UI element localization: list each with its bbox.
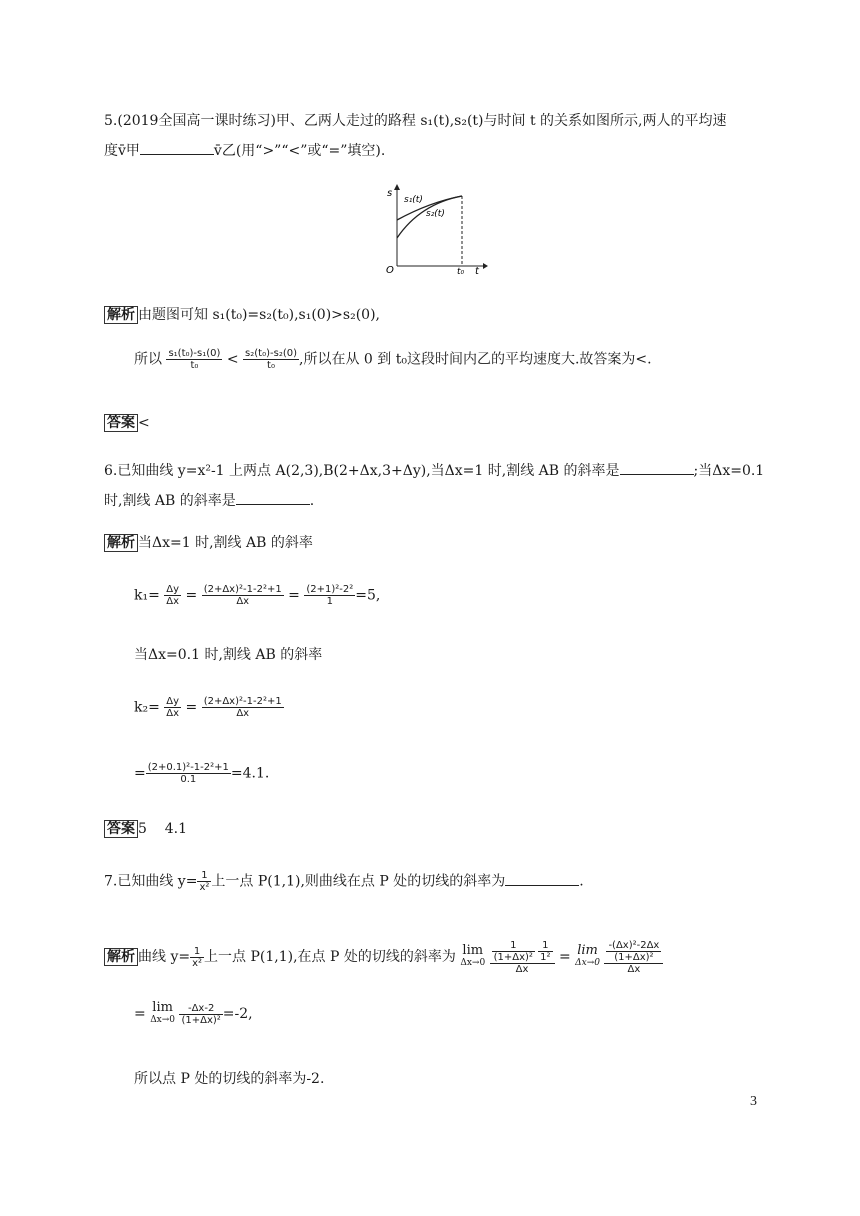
q7-f — [197, 870, 211, 893]
s2-label: s₂(t) — [426, 209, 445, 219]
q6-k1-f3-num: (2+1)²-2² — [306, 584, 354, 595]
origin-label: O — [386, 265, 394, 274]
s1-label: s₁(t) — [404, 195, 423, 205]
q7-a-f-num: 1 — [190, 946, 204, 958]
q7-f3-num: -Δx-2 — [179, 1003, 222, 1015]
q7-analysis-text2: 上一点 P(1,1),在点 P 处的切线的斜率为 — [204, 949, 456, 965]
q7-text3: . — [579, 873, 584, 890]
q5-blank[interactable] — [140, 142, 214, 155]
q6-k1-f3 — [304, 584, 355, 607]
q6-k1-line — [134, 584, 380, 607]
q6-text3: 时,割线 AB 的斜率是 — [104, 493, 236, 509]
q6-k2: k₂= — [134, 699, 160, 716]
q7-inner2 — [606, 940, 661, 963]
q5-frac1-den: t₀ — [190, 360, 199, 371]
q7-lim2 — [575, 945, 600, 969]
q7-lim3-word: lim — [152, 1000, 173, 1015]
q7-line2 — [134, 1002, 253, 1026]
q7-text1: 7.已知曲线 y= — [104, 873, 198, 890]
q7-blank[interactable] — [505, 873, 579, 886]
q7-lim2-word: lim — [577, 943, 598, 958]
q7-analysis-text1: 曲线 y= — [138, 949, 191, 965]
q6-k2-f3-num: (2+0.1)²-1-2²+1 — [147, 762, 229, 773]
q6-text2: ;当Δx=0.1 — [693, 463, 765, 479]
q7-inner2-num: -(Δx)²-2Δx — [608, 939, 660, 951]
q6-blank1[interactable] — [620, 462, 694, 475]
q6-line2 — [104, 490, 314, 510]
q5-analysis-text1: 由题图可知 s₁(t₀)=s₂(t₀),s₁(0)>s₂(0), — [138, 307, 380, 323]
q6-eq3: = — [185, 699, 198, 716]
q7-line1 — [104, 870, 584, 893]
q7-outer2-den: Δx — [627, 963, 641, 975]
q7-lim3 — [150, 1002, 175, 1026]
q7-lim1-sub: Δx→0 — [460, 958, 486, 968]
q5-conclusion: ,所以在从 0 到 t₀这段时间内乙的平均速度大.故答案为<. — [299, 351, 652, 368]
q7-f3 — [179, 1003, 222, 1026]
q6-analysis-line2: 当Δx=0.1 时,割线 AB 的斜率 — [134, 647, 323, 663]
s-axis-arrow — [394, 184, 400, 190]
q7-lim2-sub: Δx→0 — [575, 958, 600, 968]
q6-k2-f2-den: Δx — [236, 708, 250, 719]
q5-frac1-num: s₁(t₀)-s₁(0) — [168, 348, 221, 359]
s-axis-label: s — [387, 188, 393, 199]
q6-eq1: = — [185, 587, 198, 604]
q7-inner2-den: (1+Δx)² — [614, 951, 654, 963]
q5-line2 — [104, 140, 385, 160]
q7-f-den: x² — [199, 882, 210, 893]
q6-k2-f3-den: 0.1 — [180, 774, 197, 785]
q6-text1: 6.已知曲线 y=x²-1 上两点 A(2,3),B(2+Δx,3+Δy),当Δx=1 时,割线 AB 的斜率是 — [104, 463, 620, 479]
q7-inner1a — [492, 940, 535, 963]
q7-inner1b-den: 1² — [540, 951, 551, 963]
q5-v-jia: 度v̄甲 — [104, 143, 140, 159]
q5-suoyi: 所以 — [134, 351, 162, 368]
q6-k2-f1-den: Δx — [166, 708, 180, 719]
q7-a-f — [190, 946, 204, 969]
q6-k2-line2 — [134, 762, 269, 785]
q6-k1-f1-num: Δy — [166, 584, 180, 595]
q6-analysis-line1 — [104, 532, 313, 552]
q7-inner1a-den: (1+Δx)² — [493, 951, 533, 963]
q5-frac2 — [243, 348, 299, 371]
q6-k2-f2-num: (2+Δx)²-1-2²+1 — [203, 696, 282, 707]
q6-line1 — [104, 460, 764, 480]
q5-line1: 5.(2019全国高一课时练习)甲、乙两人走过的路程 s₁(t),s₂(t)与时间 t 的关系如图所示,两人的平均速 — [104, 113, 727, 129]
page-number: 3 — [750, 1094, 757, 1109]
analysis-label: 解析 — [104, 306, 138, 324]
q6-eq2: = — [288, 587, 300, 604]
q5-answer — [104, 414, 150, 432]
q7-lim3-sub: Δx→0 — [150, 1015, 176, 1025]
q7-outer2-num — [604, 940, 663, 964]
q7-inner1a-num: 1 — [492, 940, 535, 952]
q7-conclusion: 所以点 P 处的切线的斜率为-2. — [134, 1071, 325, 1087]
q6-k1-f2-num: (2+Δx)²-1-2²+1 — [203, 584, 282, 595]
q6-analysis-text1: 当Δx=1 时,割线 AB 的斜率 — [138, 535, 313, 551]
q5-v-yi: v̄乙(用“>”“<”或“=”填空). — [213, 143, 386, 159]
q6-k2-line — [134, 696, 284, 719]
q5-frac1 — [166, 348, 222, 371]
q7-outer1-num — [490, 940, 555, 964]
q6-eq4: = — [134, 765, 146, 782]
q6-k1: k₁= — [134, 587, 160, 604]
q6-k2-f1-num: Δy — [166, 696, 180, 707]
q7-outer1-den: Δx — [515, 963, 529, 975]
q7-result: =-2, — [222, 1006, 253, 1022]
q7-f3-den: (1+Δx)² — [181, 1014, 221, 1026]
analysis-label: 解析 — [104, 534, 138, 552]
q6-k1-f1-den: Δx — [166, 596, 180, 607]
q7-a-f-den: x² — [192, 957, 203, 969]
q7-lim1 — [460, 945, 485, 969]
q5-frac2-num: s₂(t₀)-s₂(0) — [245, 348, 297, 359]
q5-graph — [380, 182, 490, 274]
q5-lt: < — [226, 351, 239, 368]
q5-analysis-line1 — [104, 304, 380, 324]
t0-label: t₀ — [457, 267, 465, 274]
q7-analysis-line — [104, 930, 663, 975]
q6-k2-f1 — [164, 696, 181, 719]
q6-k2-result: =4.1. — [230, 765, 270, 782]
q7-eq2: = — [134, 1006, 146, 1022]
t-axis-arrow — [483, 263, 488, 269]
q5-frac2-den: t₀ — [267, 360, 275, 371]
q7-outer1 — [490, 940, 555, 975]
q7-inner1b-num: 1 — [538, 940, 552, 952]
q7-text2: 上一点 P(1,1),则曲线在点 P 处的切线的斜率为 — [211, 873, 506, 890]
q5-analysis-line2 — [134, 348, 652, 371]
q6-k1-f3-den: 1 — [326, 596, 333, 607]
q6-text4: . — [309, 493, 315, 509]
q6-k1-f2-den: Δx — [236, 596, 250, 607]
q7-outer2 — [604, 940, 663, 975]
q6-k1-result: =5, — [355, 587, 381, 604]
t-axis-label: t — [475, 266, 479, 274]
analysis-label: 解析 — [104, 948, 138, 966]
q6-k1-f2 — [202, 584, 284, 607]
q6-k2-f3 — [146, 762, 231, 785]
answer-label: 答案 — [104, 414, 138, 432]
q7-lim1-word: lim — [462, 943, 484, 958]
q5-answer-value: < — [138, 415, 150, 431]
answer-label: 答案 — [104, 820, 138, 838]
q7-f-num: 1 — [197, 870, 211, 882]
q7-eq: = — [558, 949, 571, 965]
q6-blank2[interactable] — [236, 492, 310, 505]
q6-answer — [104, 820, 187, 838]
q7-inner1b — [538, 940, 552, 963]
q6-k1-f1 — [164, 584, 181, 607]
q6-answer-value: 5 4.1 — [138, 821, 187, 837]
q6-k2-f2 — [202, 696, 284, 719]
